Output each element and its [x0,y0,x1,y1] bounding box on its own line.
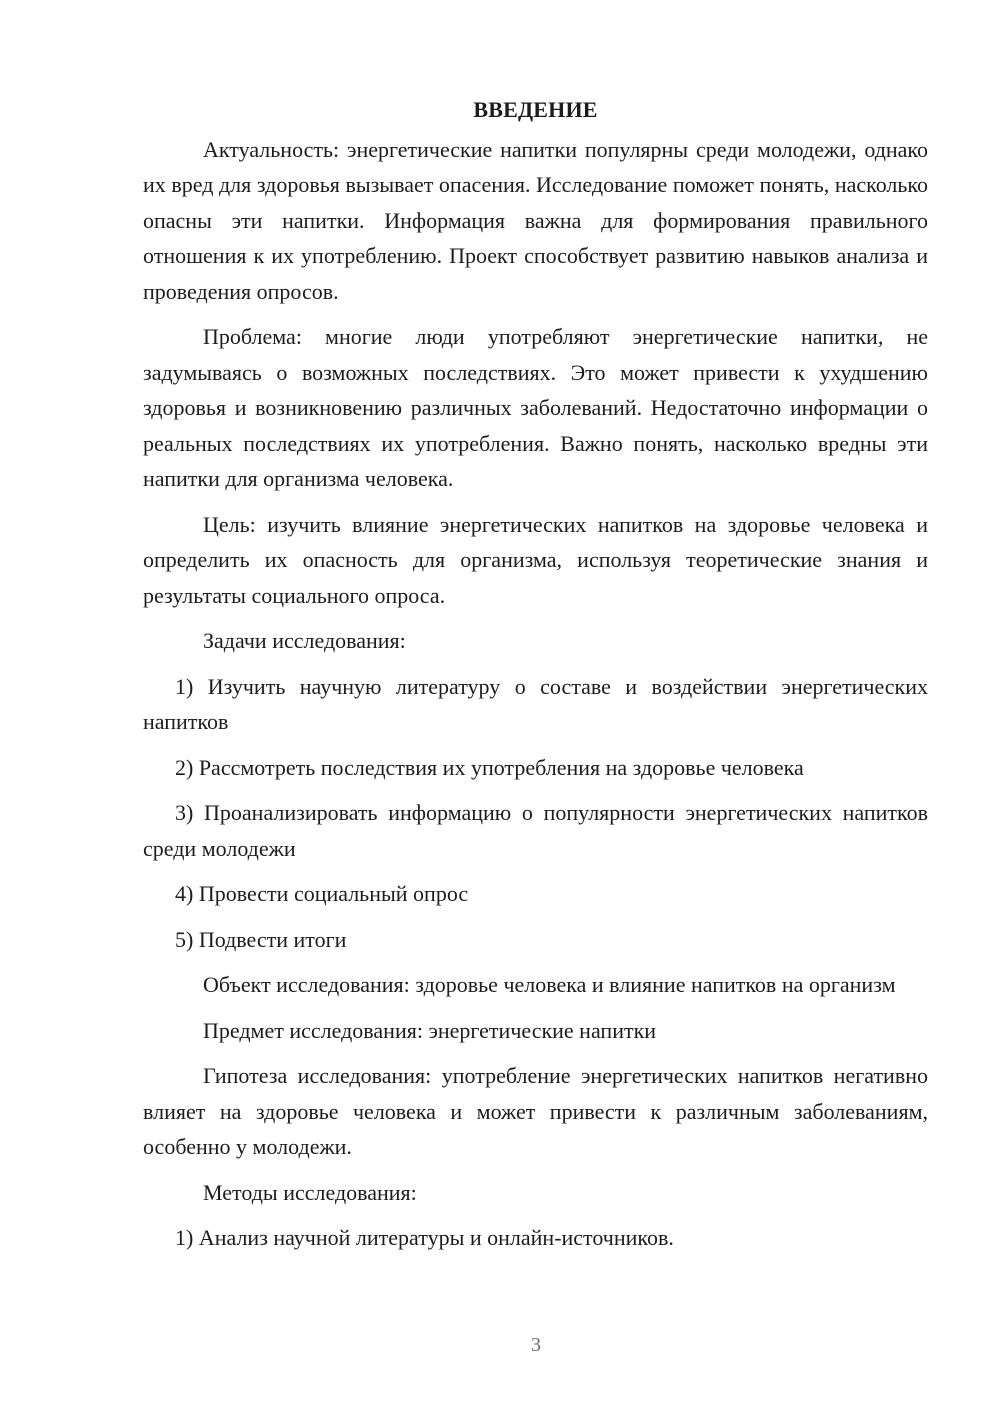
task-item-5: 5) Подвести итоги [175,926,347,952]
paragraph-object: Объект исследования: здоровье человека и влияние напитков на организм [203,972,896,997]
paragraph-tasks-heading: Задачи исследования: [203,628,406,653]
paragraph-methods-heading: Методы исследования: [203,1179,417,1205]
section-title: ВВЕДЕНИЕ [473,97,598,122]
paragraph-goal: Цель: изучить влияние энергетических напитков на здоровье человека и определить их опасность для организма, используя теоретические знания и результаты социального опроса. [143,511,928,608]
paragraph-relevance: Актуальность: энергетические напитки популярны среди молодежи, однако их вред для здоровья вызывает опасения. Исследование поможет понять, насколько опасны эти напитки. Информация важна для формирования правильного отношения к их употреблению. Проект способствует развитию навыков анализа и проведения опросов. [143,136,928,304]
document-page [143,92,928,1266]
paragraph-hypothesis: Гипотеза исследования: употребление энергетических напитков негативно влияет на здоровье человека и может привести к различным заболеваниям, особенно у молодежи. [143,1063,928,1159]
page-number: 3 [531,1334,541,1356]
task-item-2: 2) Рассмотреть последствия их употребления на здоровье человека [175,754,804,780]
task-item-1: 1) Изучить научную литературу о составе и воздействии энергетических напитков [143,673,928,734]
method-item-1: 1) Анализ научной литературы и онлайн-источников. [175,1225,674,1250]
task-item-4: 4) Провести социальный опрос [175,881,469,906]
task-item-3: 3) Проанализировать информацию о популярности энергетических напитков среди молодежи [143,800,928,861]
paragraph-subject: Предмет исследования: энергетические напитки [203,1017,657,1043]
paragraph-problem: Проблема: многие люди употребляют энергетические напитки, не задумываясь о возможных последствиях. Это может привести к ухудшению здоровья и возникновению различных заболеваний. Недостаточно информации о реальных последствиях их употребления. Важно понять, насколько вредны эти напитки для организма человека. [143,324,928,491]
